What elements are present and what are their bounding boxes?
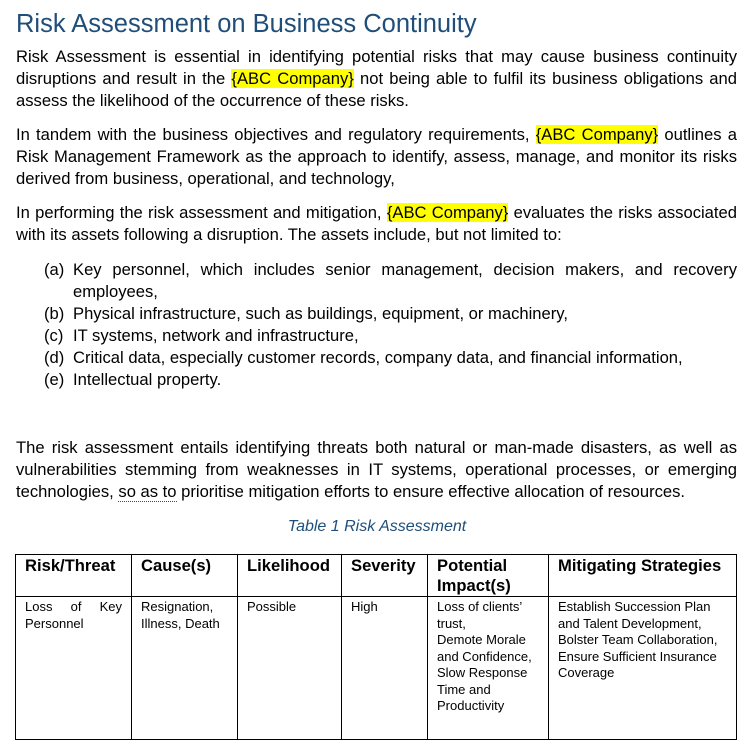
- column-header: Severity: [342, 555, 428, 597]
- company-placeholder: {ABC Company}: [231, 69, 354, 88]
- company-placeholder: {ABC Company}: [535, 125, 659, 144]
- company-placeholder: {ABC Company}: [386, 203, 509, 222]
- list-item: (a) Key personnel, which includes senior management, decision makers, and recovery employees,: [44, 260, 737, 301]
- list-item: (c) IT systems, network and infrastructure,: [44, 326, 359, 345]
- column-header: Mitigating Strategies: [549, 555, 737, 597]
- list-item: (b) Physical infrastructure, such as buildings, equipment, or machinery,: [44, 304, 568, 323]
- likelihood-cell: Possible: [238, 597, 342, 740]
- assets-list: [44, 259, 737, 391]
- list-item: (e) Intellectual property.: [44, 370, 222, 389]
- table-row: [16, 597, 737, 740]
- risk-assessment-table: [15, 554, 737, 740]
- list-item: (d) Critical data, especially customer records, company data, and financial information,: [44, 348, 683, 367]
- page-title: Risk Assessment on Business Continuity: [16, 10, 477, 38]
- causes-cell: Resignation, Illness, Death: [132, 597, 238, 740]
- column-header: Cause(s): [132, 555, 238, 597]
- intro-paragraph: Risk Assessment is essential in identifying potential risks that may cause business continuity disruptions and result in the {ABC Company} not being able to fulfil its business obligations and assess the likelihood of the occurrence of these risks.: [16, 47, 737, 110]
- assets-paragraph: In performing the risk assessment and mitigation, {ABC Company} evaluates the risks associated with its assets following a disruption. The assets include, but not limited to:: [16, 203, 737, 244]
- column-header: Likelihood: [238, 555, 342, 597]
- table-caption: Table 1 Risk Assessment: [287, 518, 467, 535]
- column-header: Potential Impact(s): [428, 555, 549, 597]
- grammar-flag[interactable]: so as to: [118, 482, 177, 501]
- threats-paragraph: The risk assessment entails identifying threats both natural or man-made disasters, as well as vulnerabilities stemming from weaknesses in IT systems, operational processes, or emerging technologies, so as to prioritise mitigation efforts to ensure effective allocation of resources.: [16, 438, 737, 501]
- impacts-cell: Loss of clients’ trust, Demote Morale and Confidence, Slow Response Time and Productivity: [428, 597, 549, 740]
- severity-cell: High: [342, 597, 428, 740]
- strategies-cell: Establish Succession Plan and Talent Development, Bolster Team Collaboration, Ensure Sufficient Insurance Coverage: [549, 597, 737, 740]
- risk-cell: Loss of Key Personnel: [16, 597, 132, 740]
- column-header: Risk/Threat: [16, 555, 132, 597]
- table-header-row: [16, 555, 737, 597]
- framework-paragraph: In tandem with the business objectives and regulatory requirements, {ABC Company} outlines a Risk Management Framework as the approach to identify, assess, manage, and monitor its risks derived from business, operational, and technology,: [16, 125, 737, 188]
